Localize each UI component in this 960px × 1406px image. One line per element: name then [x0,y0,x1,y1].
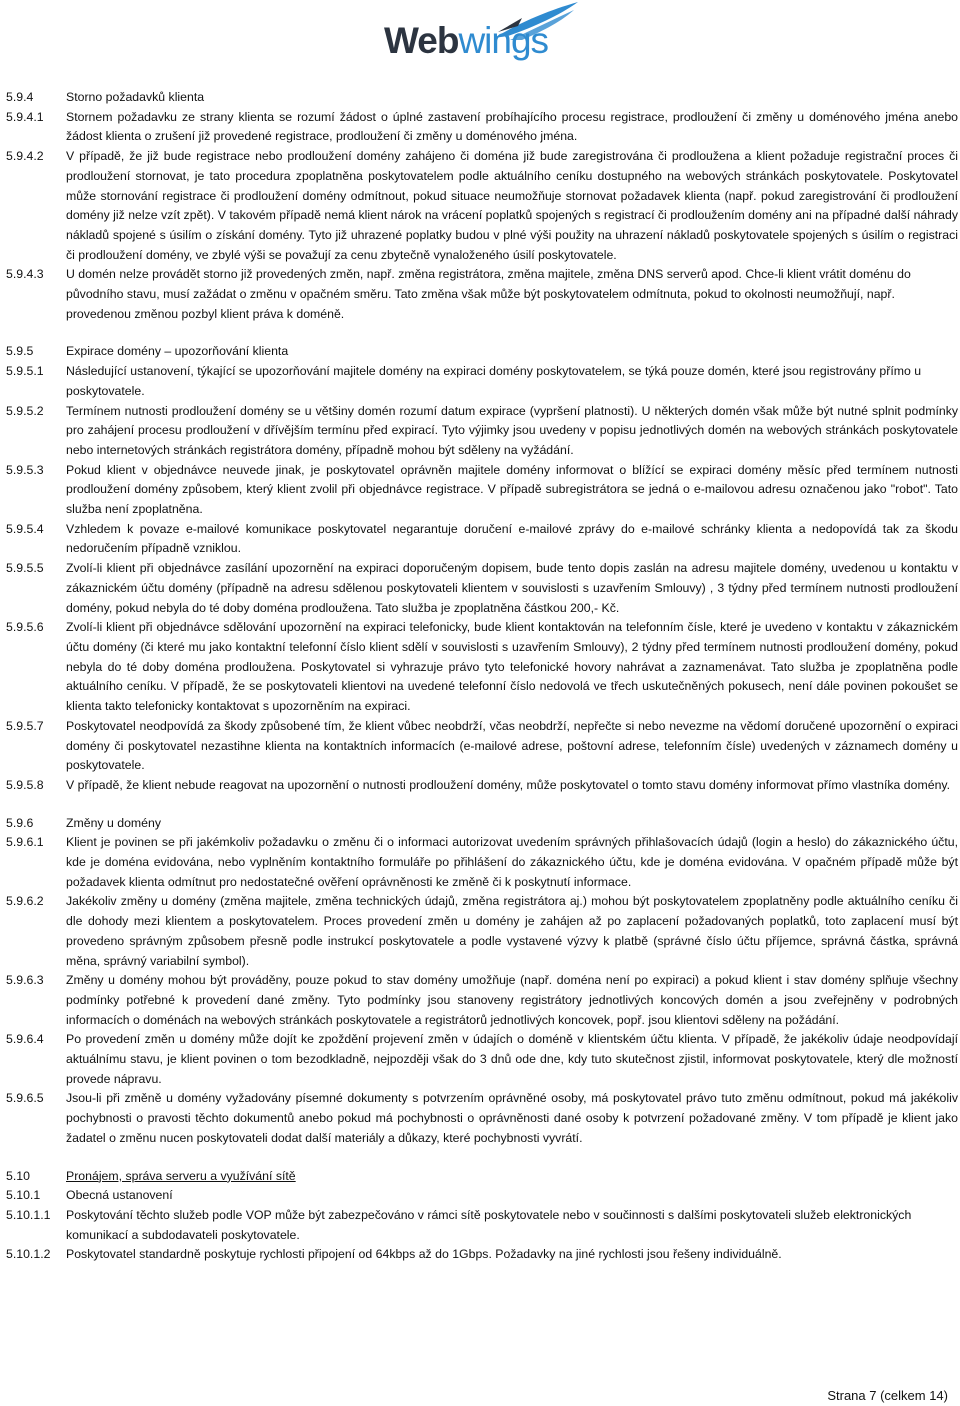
clause-row [6,776,958,796]
clause-text-content: Zvolí-li klient při objednávce zasílání upozornění na expiraci doporučeným dopisem, bude tento dopis zaslán na adresu majitele domény, uvedenou u kontaktu v zákaznickém účtu domény (případně na adresu sdělenou poskytovateli klientem v souvislosti s uzavřením Smlouvy) , 3 týdny před termínem nutnosti prodloužení domény, pokud nebyla do té doby doména prodloužena. Tato služba je zpoplatněna částkou 200,- Kč. [66,561,958,615]
clause-text [66,892,958,971]
clause-row [6,892,958,971]
document-body [6,88,958,1265]
clause-text-content: Po provedení změn u domény může dojít ke zpoždění projevení změn v údajích o doméně v klientském účtu klienta. V případě, že jakékoliv údaje neodpovídají aktuálnímu stavu, je klient povinen o tom bezodkladně, nejpozději však do 3 dnů ode dne, kdy tuto skutečnost zjistil, informovat poskytovatele, který dle možností provede nápravu. [66,1032,958,1086]
clause-text [66,1167,958,1187]
clause-text-content: Obecná ustanovení [66,1188,173,1203]
clause-text-content: V případě, že klient nebude reagovat na upozornění o nutnosti prodloužení domény, může poskytovatel o tomto stavu domény informovat přímo vlastníka domény. [66,777,951,792]
clause-number: 5.9.5.5 [6,561,44,576]
clause-row [6,971,958,1030]
page-number: Strana 7 (celkem 14) [827,1388,948,1403]
clause-row [6,88,958,108]
clause-text-content: U domén nelze provádět storno již provedených změn, např. změna registrátora, změna majitele, změna DNS serverů apod. Chce-li klient vrátit doménu do původního stavu, musí zažádat o změnu v opačném směru. Tato změna však může být poskytovatelem odmítnuta, pokud to okolnosti neumožňují, např. provedenou změnou pozbyl klient práva k doméně. [66,267,911,321]
clause-row [6,402,958,461]
clause-text [66,833,958,892]
clause-text-content: V případě, že již bude registrace nebo prodloužení domény zahájeno či doména již bude zaregistrována či prodloužena a klient požaduje registrační proces či prodloužení stornovat, je tato procedura zpoplatněna poskytovatelem podle aktuálního ceníku dostupného na webových stránkách poskytovatele. Poskytovatel může stornování registrace či prodloužení domény odmítnout, pokud situace neumožňuje stornovat požadavek klienta (např. pokud zaregistrování či prodloužení domény již nelze vzít zpět). V takovém případě nemá klient nárok na vrácení poplatků spojených s registrací či prodloužením domény ani na případné další náhrady nákladů spojené s úsilím o získání domény. Tyto již uhrazené poplatky budou v plné výši použity na uhrazení nákladů poskytovatele spojených s úsilím o registraci či prodloužení domény, ve zbylé výši se považují za cenu zbytečně vynaloženého úsilí poskytovatele. [66,149,959,262]
clause-number: 5.9.4.3 [6,267,44,282]
clause-text-content: Poskytovatel standardně poskytuje rychlosti připojení od 64kbps až do 1Gbps. Požadavky na jiné rychlosti jsou řešeny individuálně. [66,1247,782,1262]
clause-text-content: Storno požadavků klienta [66,90,205,104]
clause-row [6,265,958,324]
clause-text-content: Poskytovatel neodpovídá za škody způsobené tím, že klient vůbec neobdrží, včas neobdrží, nepřečte si nebo nevezme na vědomí doručené upozornění o expiraci domény či poskytovatel nezastihne klienta na kontaktních informacích (e-mailové adrese, poštovní adrese, telefonním čísle) uvedených v záznamech domény u poskytovatele. [66,718,958,773]
clause-row [6,717,958,776]
clause-row [6,147,958,265]
clause-number: 5.9.6 [6,815,34,830]
clause-text [66,776,958,796]
clause-number: 5.9.6.3 [6,973,44,988]
clause-text [66,1206,958,1245]
clause-row [6,1206,958,1245]
clause-row [6,108,958,147]
clause-number: 5.9.5 [6,344,34,359]
clause-text [66,971,958,1030]
clause-text-content: Jsou-li při změně u domény vyžadovány písemné dokumenty s potvrzením oprávněné osoby, má poskytovatel právo tuto změnu odmítnout, pokud má jakékoliv pochybnosti o pravosti těchto dokumentů anebo pokud má pochybnosti o oprávněnosti dané osoby k potvrzení požadované změny. V tom případě je klient jako žadatel o změnu nucen poskytovateli dodat další materiály a důkazy, které pochybnosti vyvrátí. [66,1091,958,1145]
clause-number: 5.9.5.2 [6,403,44,418]
clause-number: 5.10.1 [6,1188,41,1203]
clause-row [6,1167,958,1187]
clause-row [6,1186,958,1206]
clause-text-content: Zvolí-li klient při objednávce sdělování upozornění na expiraci telefonicky, bude klient kontaktován na telefonním čísle, které je uvedeno v kontaktu v zákaznickém účtu domény (či které mu jako kontaktní telefonní číslo klient sdělí v souvislosti s uzavřením Smlouvy), 2 týdny před termínem nutnosti prodloužení domény, pokud nebyla do té doby doména prodloužena. Poskytovatel si vyhrazuje právo tyto telefonické hovory nahrávat a zaznamenávat. Tato služba je zpoplatněna podle aktuálního ceníku. V případě, že se poskytovateli klientovi na uvedené telefonní číslo nedovolá ve třech uskutečněných pokusech, není dále povinen pokoušet se klienta takto telefonicky kontaktovat s upozorněním na expiraci. [66,620,958,714]
clause-text [66,147,958,265]
clause-number: 5.10.1.1 [6,1207,51,1222]
clause-text [66,520,958,559]
clause-text [66,1245,958,1265]
clause-number: 5.9.5.1 [6,364,44,379]
section-gap [6,324,958,342]
clause-row [6,559,958,618]
clause-number: 5.9.5.3 [6,462,44,477]
logo-wordmark: Webwings [384,20,549,61]
clause-row [6,342,958,362]
clause-number: 5.9.6.1 [6,835,44,850]
clause-number: 5.9.5.4 [6,521,44,536]
clause-row [6,520,958,559]
clause-text-content: Expirace domény – upozorňování klienta [66,344,289,359]
clause-text-content: Pokud klient v objednávce neuvede jinak, je poskytovatel oprávněn majitele domény informovat o blížící se expiraci domény měsíc před termínem nutnosti prodloužení domény způsobem, který klient zvolil při objednávce registrace. V případě subregistrátora se jedná o e-mailovou adresu označenou jako "robot". Tato služba není zpoplatněna. [66,462,958,517]
clause-text [66,559,958,618]
clause-text [66,717,958,776]
clause-text-content: Stornem požadavku ze strany klienta se rozumí žádost o úplné zastavení probíhajícího procesu registrace, prodloužení či změny u doménového jména anebo žádost klienta o zrušení již provedené registrace, prodloužení či změny u doménového jména. [66,109,958,144]
clause-text [66,108,958,147]
section-gap [6,1149,958,1167]
clause-number: 5.9.5.7 [6,718,44,733]
clause-text-content: Klient je povinen se při jakémkoliv požadavku o změnu či o informaci autorizovat uvedením správných přihlašovacích údajů (login a heslo) do zákaznického účtu, kde je doména evidována, nebo vyplněním kontaktního formuláře po přihlášení do zákaznického účtu, kde je doména evidována. V opačném případě může být požadavek klienta odmítnut pro nedostatečné ověření oprávněnosti ke změně či k poskytnutí informace. [66,835,958,889]
clause-text-content: Vzhledem k povaze e-mailové komunikace poskytovatel negarantuje doručení e-mailové zprávy do e-mailové schránky klienta a nedopovídá tak za škodu nedoručením případně vzniklou. [66,521,958,556]
clause-row [6,461,958,520]
clause-number: 5.9.4.1 [6,109,44,124]
clause-text [66,1186,958,1206]
clause-text [66,1030,958,1089]
clause-number: 5.9.6.2 [6,894,44,909]
clause-row [6,362,958,401]
clause-text-content: Poskytování těchto služeb podle VOP může být zabezpečováno v rámci sítě poskytovatele nebo v součinnosti s dalšími poskytovateli služeb elektronických komunikací a subdodavateli poskytovatele. [66,1207,912,1242]
clause-number: 5.9.5.6 [6,620,44,635]
clause-text-content: Termínem nutnosti prodloužení domény se u většiny domén rozumí datum expirace (vypršení platnosti). U některých domén však může být nutné splnit podmínky pro zahájení procesu prodloužení v dřívějším termínu před expirací. Tyto výjimky jsou uvedeny v popisu jednotlivých domén na webových stránkách poskytovatele nebo internetových stránkách registrátora domény, případně mohou být sděleny na vyžádání. [66,403,958,457]
clause-text-content: Změny u domény [66,815,162,830]
clause-number: 5.10 [6,1168,30,1183]
clause-text [66,814,958,834]
clause-number: 5.9.5.8 [6,777,44,792]
clause-text [66,618,958,717]
clause-text-content: Jakékoliv změny u domény (změna majitele, změna technických údajů, změna registrátora aj.) mohou být poskytovatelem zpoplatněny podle aktuálního ceníku či dle dohody mezi klientem a poskytovatelem. Proces provedení změn u domény je zahájen až po zaplacení požadovaných poplatků, toto zaplacení musí být provedeno správným způsobem přesně podle instrukcí poskytovatele a podle vystavené výzvy k platbě (správné číslo účtu příjemce, správná částka, správná měna, správný variabilní symbol). [66,894,958,968]
clause-row [6,1089,958,1148]
clause-row [6,833,958,892]
section-gap [6,796,958,814]
clause-row [6,618,958,717]
clause-number: 5.9.4 [6,90,34,104]
clause-number: 5.9.4.2 [6,149,44,164]
clause-number: 5.9.6.5 [6,1091,44,1106]
clause-text [66,342,958,362]
clause-number: 5.9.6.4 [6,1032,44,1047]
clause-row [6,814,958,834]
clause-text [66,265,958,324]
clause-row [6,1030,958,1089]
clause-text-content: Změny u domény mohou být prováděny, pouze pokud to stav domény umožňuje (např. doména není po expiraci) a pokud klient i stav domény splňuje všechny podmínky potřebné k provedení dané změny. Tyto podmínky jsou stanoveny registrátory jednotlivých koncových domén a jsou zveřejněny v podrobných informacích o doménách na webových stránkách poskytovatele a registrátorů jednotlivých koncovek, popř. jsou klientovi sděleny na požádání. [66,973,958,1027]
webwings-logo [384,2,584,64]
clause-text [66,461,958,520]
clause-text [66,402,958,461]
clause-text [66,88,958,108]
clause-text [66,362,958,401]
clause-number: 5.10.1.2 [6,1247,51,1262]
clause-row [6,1245,958,1265]
clause-text [66,1089,958,1148]
clause-text-content: Pronájem, správa serveru a využívání sítě [66,1168,296,1183]
clause-text-content: Následující ustanovení, týkající se upozorňování majitele domény na expiraci domény poskytovatelem, se týká pouze domén, které jsou registrovány přímo u poskytovatele. [66,364,922,398]
